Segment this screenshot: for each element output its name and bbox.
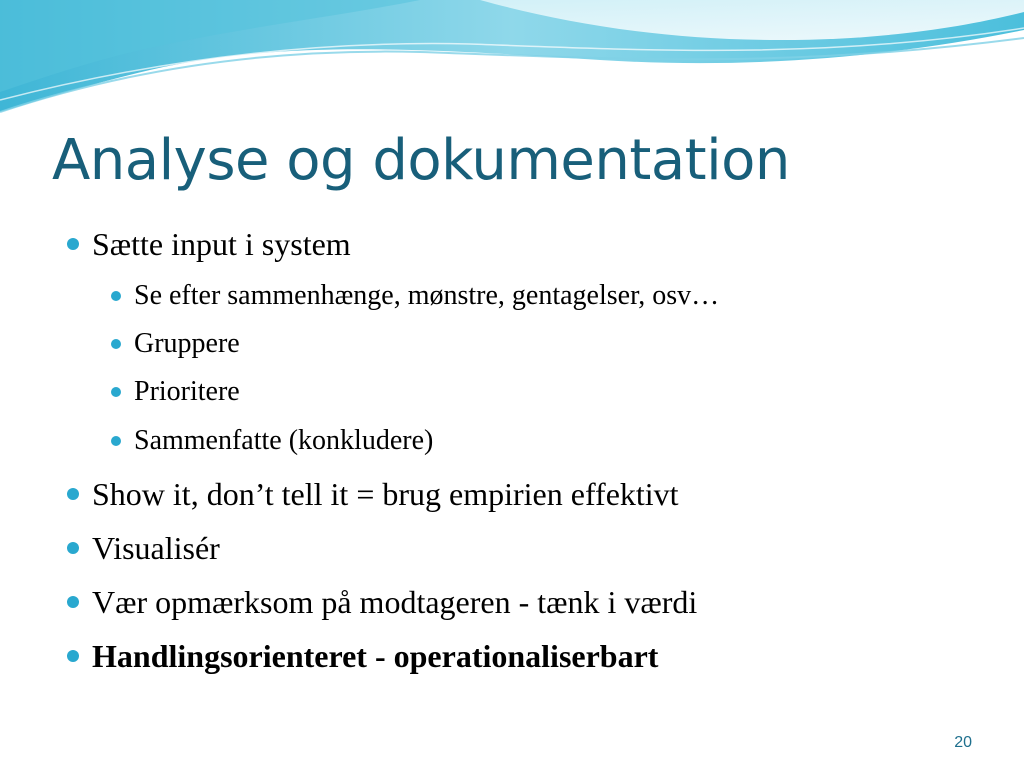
bullet-text: Handlingsorienteret - operationaliserbart	[92, 638, 659, 674]
slide-number: 20	[954, 734, 972, 751]
bullet-dot-icon	[67, 238, 79, 250]
sub-bullet-item	[134, 330, 240, 358]
bullet-dot-icon	[67, 596, 79, 608]
bullet-dot-icon	[111, 387, 121, 397]
bullet-dot-icon	[111, 339, 121, 349]
bullet-item	[92, 478, 679, 510]
bullet-text: Prioritere	[134, 376, 240, 407]
bullet-text: Visualisér	[92, 530, 220, 566]
slide-title: Analyse og dokumentation	[52, 128, 790, 193]
bullet-dot-icon	[67, 488, 79, 500]
bullet-text: Vær opmærksom på modtageren - tænk i værdi	[92, 584, 698, 620]
bullet-item	[92, 586, 697, 618]
bullet-item	[92, 640, 658, 672]
bullet-dot-icon	[67, 650, 79, 662]
bullet-text: Sætte input i system	[92, 226, 351, 262]
bullet-dot-icon	[111, 291, 121, 301]
sub-bullet-item	[134, 378, 240, 406]
bullet-text: Sammenfatte (konkludere)	[134, 425, 434, 456]
bullet-text: Show it, don’t tell it = brug empirien effektivt	[92, 476, 679, 512]
bullet-dot-icon	[111, 436, 121, 446]
bullet-dot-icon	[67, 542, 79, 554]
bullet-text: Gruppere	[134, 328, 240, 359]
bullet-item	[92, 532, 220, 564]
bullet-text: Se efter sammenhænge, mønstre, gentagelser, osv…	[134, 280, 720, 311]
sub-bullet-item	[134, 282, 719, 310]
bullet-item	[92, 228, 351, 260]
sub-bullet-item	[134, 427, 433, 455]
